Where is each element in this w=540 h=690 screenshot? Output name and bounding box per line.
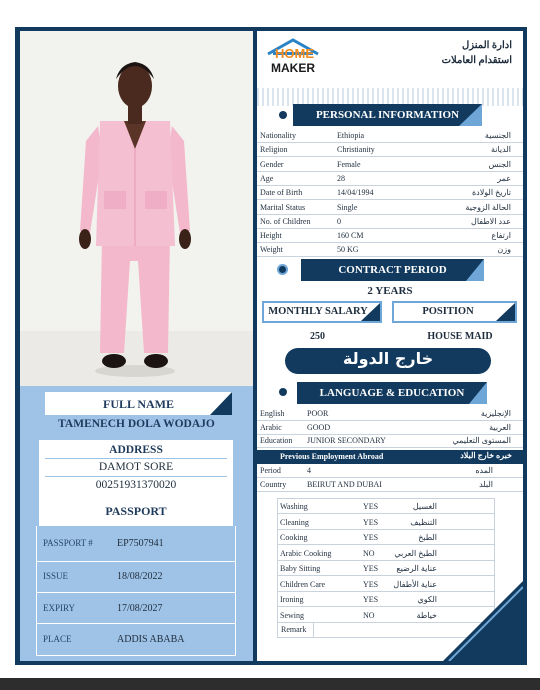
position-corner (496, 303, 515, 321)
personal-row-ar: الديانة (490, 145, 511, 155)
home-maker-logo (265, 36, 325, 80)
personal-row (257, 129, 523, 143)
salary-corner (361, 303, 380, 321)
full-name-value: TAMENECH DOLA WODAJO (58, 418, 215, 430)
skill-row-en: Cooking (280, 533, 308, 542)
personal-row-en: No. of Children (260, 216, 311, 226)
personal-row-en: Marital Status (260, 202, 306, 212)
abroad-banner-text: خارج الدولة (342, 349, 434, 368)
personal-row-ar: عدد الاطفال (471, 216, 511, 226)
full-name-label: FULL NAME (102, 397, 174, 411)
language-row (257, 407, 523, 421)
language-header-corner (469, 382, 487, 404)
position-label: POSITION (422, 306, 474, 317)
personal-row-ar: تاريخ الولادة (471, 188, 511, 198)
place-value: ADDIS ABABA (117, 634, 185, 645)
skill-row (277, 546, 495, 561)
language-bullet-icon (279, 388, 287, 396)
personal-row (257, 243, 523, 257)
language-row (257, 434, 523, 448)
skill-row-val: NO (363, 548, 375, 558)
remark-label: Remark (281, 625, 307, 634)
skill-row-en: Baby Sitting (280, 564, 321, 573)
address-label: ADDRESS (109, 444, 163, 456)
phone-divider (45, 476, 227, 477)
skill-row-ar: عناية الأطفال (393, 579, 437, 589)
contract-period-title: CONTRACT PERIOD (338, 264, 447, 276)
corner-decoration (443, 581, 523, 661)
employment-title-ar: خبره خارج البلاد (460, 451, 512, 460)
employment-row (257, 464, 523, 478)
contract-period-value: 2 YEARS (367, 285, 413, 297)
language-row (257, 421, 523, 435)
expiry-value: 17/08/2027 (117, 603, 163, 614)
skill-row-ar: عناية الرضيع (396, 564, 437, 573)
address-divider (45, 458, 227, 459)
personal-row-ar: ارتفاع (491, 231, 511, 241)
personal-row-en: Date of Birth (260, 188, 303, 198)
skill-row-val: YES (363, 595, 379, 604)
skill-row-en: Washing (280, 502, 308, 511)
remark-divider (313, 622, 314, 637)
personal-row (257, 215, 523, 229)
skill-row-ar: الغسيل (412, 502, 437, 511)
personal-row (257, 143, 523, 157)
personal-row-en: Age (260, 173, 274, 183)
header-arabic-line1: ادارة المنزل (462, 40, 512, 51)
personal-bullet-icon (279, 111, 287, 119)
personal-row-ar: الحالة الزوجية (465, 202, 511, 212)
personal-row-val: 14/04/1994 (337, 188, 374, 198)
language-row-val: POOR (307, 409, 329, 418)
employment-row-en: Country (260, 479, 287, 489)
language-row-ar: الإنجليزية (480, 409, 511, 418)
contract-bullet-icon (277, 264, 288, 275)
personal-row-ar: الجنسية (484, 131, 511, 140)
skill-row-val: YES (363, 579, 379, 589)
skill-row-ar: التنظيف (410, 517, 437, 527)
personal-row-val: 160 CM (337, 231, 364, 241)
employment-row (257, 478, 523, 492)
monthly-salary-label: MONTHLY SALARY (268, 306, 368, 317)
passport-line-1 (36, 561, 236, 562)
personal-row-en: Weight (260, 245, 283, 255)
skill-row (277, 561, 495, 576)
personal-row (257, 186, 523, 200)
passport-number-value: EP7507941 (117, 538, 164, 549)
passport-line-2 (36, 592, 236, 593)
skill-row-en: Children Care (280, 579, 326, 589)
language-row-en: English (260, 409, 285, 418)
language-row-en: Arabic (260, 422, 282, 432)
candidate-photo (20, 31, 253, 386)
employment-row-en: Period (260, 466, 281, 475)
personal-row (257, 201, 523, 215)
skill-row-val: YES (363, 517, 379, 527)
skill-row-en: Cleaning (280, 517, 309, 527)
skill-row-val: YES (363, 502, 379, 511)
skill-row-en: Sewing (280, 610, 304, 620)
personal-row-en: Religion (260, 145, 288, 155)
skill-row-ar: خياطة (416, 610, 437, 620)
skill-row (277, 530, 495, 545)
phone-value: 00251931370020 (95, 479, 177, 491)
passport-line-3 (36, 623, 236, 624)
position-value: HOUSE MAID (427, 331, 493, 342)
skill-row-val: YES (363, 564, 379, 573)
passport-label: PASSPORT (105, 504, 167, 518)
contract-header-corner (466, 259, 484, 281)
personal-row-val: 28 (337, 173, 345, 183)
personal-row-val: Single (337, 202, 358, 212)
personal-row (257, 158, 523, 172)
language-row-val: GOOD (307, 422, 331, 432)
personal-row-en: Height (260, 231, 282, 241)
employment-row-val: 4 (307, 466, 311, 475)
skill-row-ar: الطبخ (418, 533, 437, 542)
personal-info-title: PERSONAL INFORMATION (315, 109, 460, 121)
personal-row-ar: الجنس (488, 159, 511, 169)
skill-row-val: NO (363, 610, 375, 620)
employment-row-ar: البلد (479, 479, 493, 489)
issue-label: ISSUE (43, 571, 69, 581)
language-row-ar: المستوى التعليمي (452, 436, 511, 445)
employment-title: Previous Employment Abroad (280, 452, 384, 461)
skill-row (277, 515, 495, 530)
logo-home-text: HOME (275, 46, 314, 61)
passport-number-label: PASSPORT # (43, 538, 93, 548)
language-row-val: JUNIOR SECONDARY (307, 436, 386, 445)
monthly-salary-value: 250 (310, 331, 325, 342)
personal-row-val: Female (337, 159, 361, 169)
personal-row-en: Nationality (260, 131, 296, 140)
personal-row-val: Ethiopia (337, 131, 365, 140)
skill-row-en: Arabic Cooking (280, 548, 332, 558)
skill-row-ar: الطبخ العربي (394, 548, 437, 558)
skill-row-val: YES (363, 533, 379, 542)
personal-row-ar: وزن (497, 245, 511, 255)
skill-row-ar: الكوي (417, 595, 437, 604)
personal-header-corner (459, 104, 482, 126)
expiry-label: EXPIRY (43, 603, 76, 613)
footer-bar (0, 678, 540, 690)
personal-info-header (293, 104, 482, 126)
personal-row (257, 229, 523, 243)
personal-row-en: Gender (260, 159, 284, 169)
issue-value: 18/08/2022 (117, 571, 163, 582)
place-label: PLACE (43, 634, 72, 644)
contract-period-header (301, 259, 484, 281)
language-title: LANGUAGE & EDUCATION (319, 387, 465, 399)
language-row-ar: العربية (489, 422, 511, 432)
language-row-en: Education (260, 436, 293, 445)
address-value: DAMOT SORE (98, 461, 174, 473)
employment-row-ar: المده (475, 466, 493, 475)
header-arabic-line2: استقدام العاملات (441, 55, 512, 66)
skill-row-en: Ironing (280, 595, 304, 604)
employment-row-val: BEIRUT AND DUBAI (307, 479, 382, 489)
skill-row (277, 499, 495, 514)
logo-maker-text: MAKER (271, 61, 315, 75)
language-header (297, 382, 487, 404)
personal-row (257, 172, 523, 186)
personal-row-val: Christianity (337, 145, 375, 155)
personal-row-val: 50 KG (337, 245, 359, 255)
personal-row-ar: عمر (497, 173, 511, 183)
personal-row-val: 0 (337, 216, 341, 226)
